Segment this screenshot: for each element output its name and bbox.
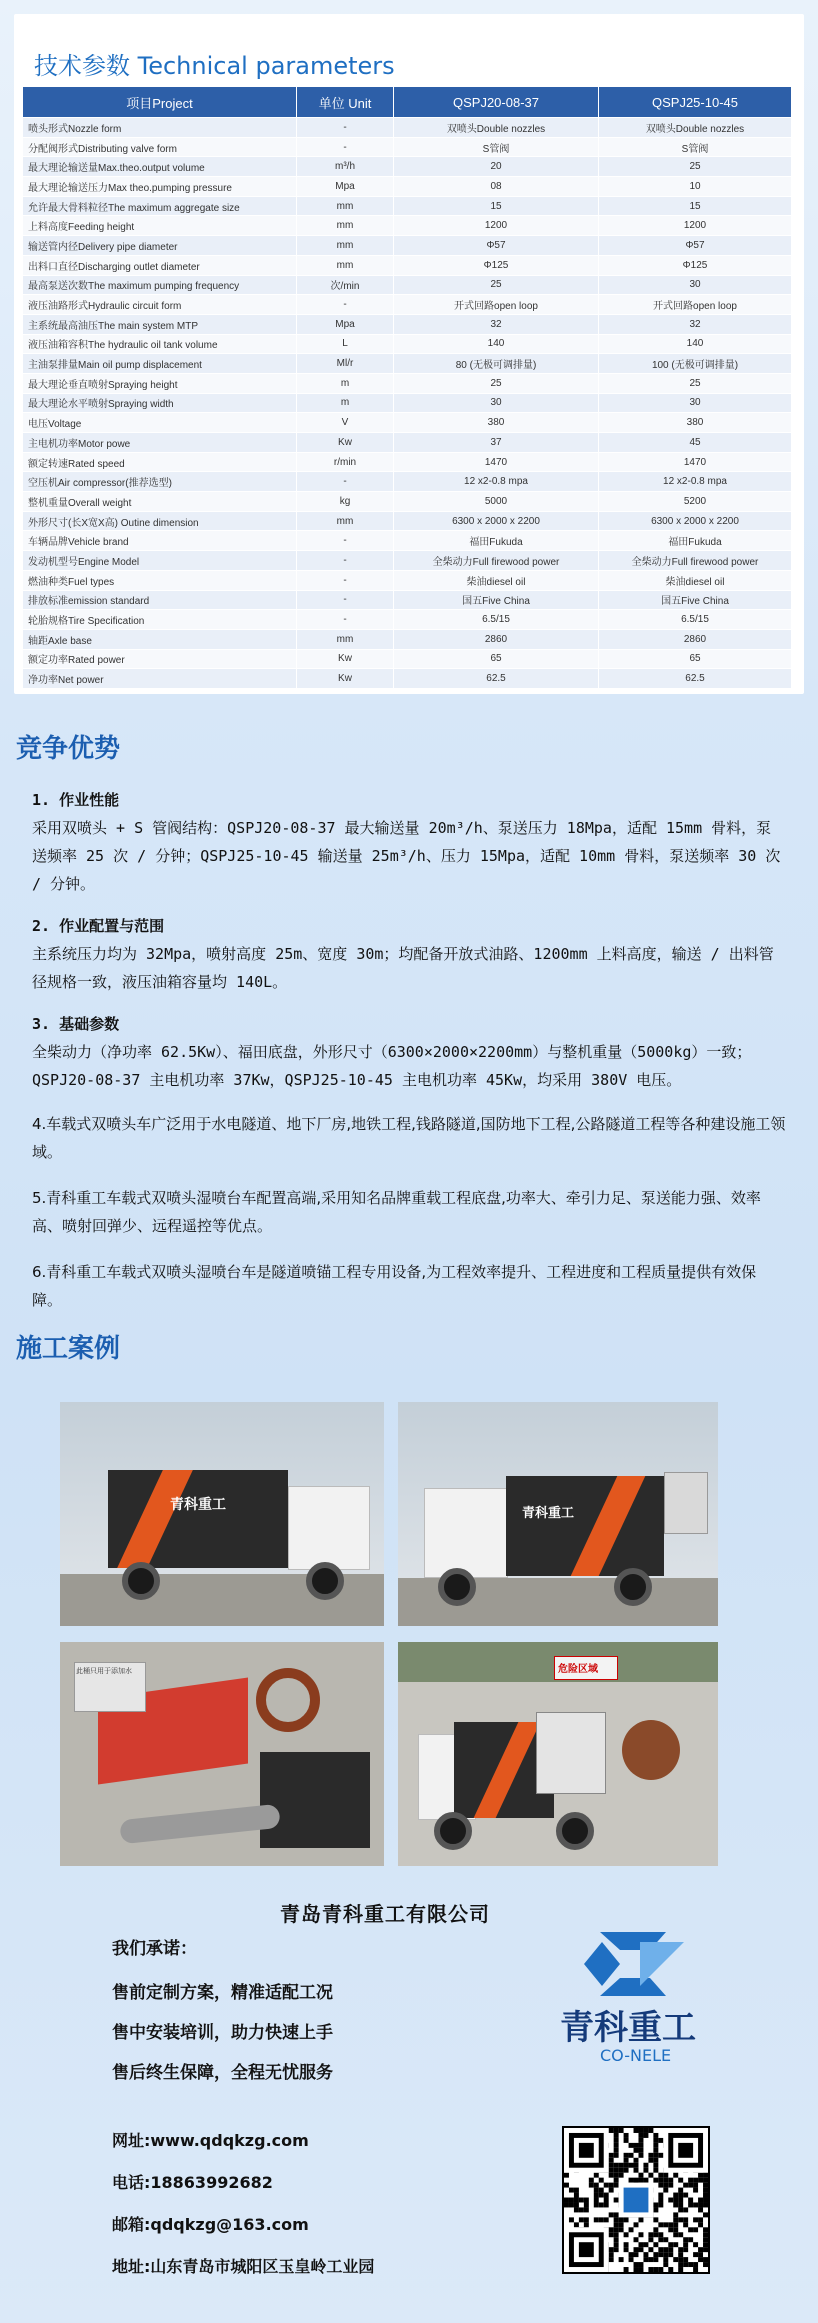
param-unit-cell: - xyxy=(297,590,394,610)
case-photo-2 xyxy=(398,1402,718,1626)
param-unit-cell: - xyxy=(297,118,394,138)
table-row xyxy=(23,295,792,315)
param-model1-cell: 12 x2-0.8 mpa xyxy=(394,472,599,492)
advantage-2-text: 主系统压力均为 32Mpa，喷射高度 25m、宽度 30m；均配备开放式油路、1200mm 上料高度，输送 / 出料管径规格一致，液压油箱容量均 140L。 xyxy=(32,945,774,991)
param-model1-cell: 08 xyxy=(394,177,599,197)
param-model1-cell: 62.5 xyxy=(394,669,599,689)
param-model2-cell: 32 xyxy=(599,314,792,334)
param-name-cell: 液压油箱容积The hydraulic oil tank volume xyxy=(23,334,297,354)
website[interactable]: 网址:www.qdqkzg.com xyxy=(112,2131,309,2150)
promise-1: 售前定制方案，精准适配工况 xyxy=(112,1983,333,2003)
param-model1-cell: 140 xyxy=(394,334,599,354)
param-model2-cell: 国五Five China xyxy=(599,590,792,610)
advantage-5-text: 5.青科重工车载式双喷头湿喷台车配置高端,采用知名品牌重载工程底盘,功率大、牵引力足、泵送能力强、效率高、喷射回弹少、远程遥控等优点。 xyxy=(32,1189,761,1235)
table-row xyxy=(23,196,792,216)
param-model2-cell: 15 xyxy=(599,196,792,216)
table-row xyxy=(23,610,792,630)
param-model2-cell: S管阀 xyxy=(599,137,792,157)
advantage-5 xyxy=(32,1184,786,1240)
table-row xyxy=(23,236,792,256)
param-model1-cell: 2860 xyxy=(394,629,599,649)
param-name-cell: 主电机功率Motor powe xyxy=(23,433,297,453)
case-photo-3 xyxy=(60,1642,384,1866)
param-model2-cell: 5200 xyxy=(599,492,792,512)
param-name-cell: 最高泵送次数The maximum pumping frequency xyxy=(23,275,297,295)
table-row xyxy=(23,472,792,492)
advantage-2 xyxy=(32,912,786,996)
param-name-cell: 排放标准emission standard xyxy=(23,590,297,610)
param-unit-cell: mm xyxy=(297,236,394,256)
param-unit-cell: mm xyxy=(297,511,394,531)
table-row xyxy=(23,314,792,334)
param-name-cell: 额定功率Rated power xyxy=(23,649,297,669)
param-unit-cell: Kw xyxy=(297,649,394,669)
param-name-cell: 最大理论垂直喷射Spraying height xyxy=(23,373,297,393)
param-model2-cell: 30 xyxy=(599,275,792,295)
param-model1-cell: 25 xyxy=(394,275,599,295)
case-photo-1 xyxy=(60,1402,384,1626)
advantage-1 xyxy=(32,786,786,898)
table-row xyxy=(23,551,792,571)
param-model2-cell: 25 xyxy=(599,373,792,393)
param-model1-cell: 国五Five China xyxy=(394,590,599,610)
table-row xyxy=(23,255,792,275)
param-model2-cell: 1470 xyxy=(599,452,792,472)
case-photo-4 xyxy=(398,1642,718,1866)
param-model2-cell: 100 (无极可调排量) xyxy=(599,354,792,374)
param-name-cell: 分配阀形式Distributing valve form xyxy=(23,137,297,157)
param-unit-cell: m xyxy=(297,373,394,393)
header-unit: 单位 Unit xyxy=(297,87,394,118)
table-row xyxy=(23,433,792,453)
table-row xyxy=(23,629,792,649)
param-model1-cell: S管阀 xyxy=(394,137,599,157)
param-model1-cell: 37 xyxy=(394,433,599,453)
param-unit-cell: 次/min xyxy=(297,275,394,295)
param-model1-cell: Φ57 xyxy=(394,236,599,256)
param-unit-cell: Mpa xyxy=(297,177,394,197)
advantage-4 xyxy=(32,1110,786,1166)
table-row xyxy=(23,570,792,590)
param-model2-cell: 双喷头Double nozzles xyxy=(599,118,792,138)
param-name-cell: 燃油种类Fuel types xyxy=(23,570,297,590)
promise-2: 售中安装培训，助力快速上手 xyxy=(112,2023,333,2043)
param-model2-cell: 65 xyxy=(599,649,792,669)
company-logo-icon xyxy=(580,1928,690,2000)
cases-title: 施工案例 xyxy=(16,1334,121,1364)
param-unit-cell: mm xyxy=(297,255,394,275)
param-unit-cell: L xyxy=(297,334,394,354)
tech-title: 技术参数 Technical parameters xyxy=(34,52,395,80)
promise-title: 我们承诺： xyxy=(112,1939,197,1959)
advantage-3-heading: 3. 基础参数 xyxy=(32,1015,120,1033)
table-row xyxy=(23,669,792,689)
param-name-cell: 整机重量Overall weight xyxy=(23,492,297,512)
param-unit-cell: - xyxy=(297,610,394,630)
table-row xyxy=(23,590,792,610)
param-name-cell: 输送管内径Delivery pipe diameter xyxy=(23,236,297,256)
param-name-cell: 主油泵排量Main oil pump displacement xyxy=(23,354,297,374)
param-name-cell: 上料高度Feeding height xyxy=(23,216,297,236)
param-name-cell: 允许最大骨料粒径The maximum aggregate size xyxy=(23,196,297,216)
logo-chinese: 青科重工 xyxy=(560,2008,696,2048)
param-name-cell: 出料口直径Discharging outlet diameter xyxy=(23,255,297,275)
table-row xyxy=(23,137,792,157)
param-model1-cell: 开式回路open loop xyxy=(394,295,599,315)
param-model1-cell: 6300 x 2000 x 2200 xyxy=(394,511,599,531)
param-unit-cell: Mpa xyxy=(297,314,394,334)
param-model1-cell: 5000 xyxy=(394,492,599,512)
param-name-cell: 最大理论水平喷射Spraying width xyxy=(23,393,297,413)
param-model1-cell: 1200 xyxy=(394,216,599,236)
param-model1-cell: 双喷头Double nozzles xyxy=(394,118,599,138)
truck-label-1: 青科重工 xyxy=(170,1497,226,1513)
table-row xyxy=(23,413,792,433)
logo-english: CO-NELE xyxy=(600,2046,672,2065)
param-unit-cell: Ml/r xyxy=(297,354,394,374)
param-name-cell: 液压油路形式Hydraulic circuit form xyxy=(23,295,297,315)
param-model1-cell: 1470 xyxy=(394,452,599,472)
qr-code xyxy=(562,2126,710,2274)
param-name-cell: 车辆品牌Vehicle brand xyxy=(23,531,297,551)
param-unit-cell: r/min xyxy=(297,452,394,472)
param-model2-cell: 10 xyxy=(599,177,792,197)
advantage-1-heading: 1. 作业性能 xyxy=(32,791,120,809)
param-model2-cell: 柴油diesel oil xyxy=(599,570,792,590)
parameters-table xyxy=(22,86,792,689)
param-model2-cell: 1200 xyxy=(599,216,792,236)
table-row xyxy=(23,649,792,669)
param-unit-cell: - xyxy=(297,531,394,551)
advantages-title: 竞争优势 xyxy=(16,734,121,764)
param-model2-cell: 62.5 xyxy=(599,669,792,689)
table-row xyxy=(23,373,792,393)
truck-label-2: 青科重工 xyxy=(522,1506,575,1521)
param-model1-cell: 380 xyxy=(394,413,599,433)
table-row xyxy=(23,177,792,197)
param-name-cell: 轴距Axle base xyxy=(23,629,297,649)
table-row xyxy=(23,452,792,472)
param-name-cell: 电压Voltage xyxy=(23,413,297,433)
param-name-cell: 最大理论输送压力Max theo.pumping pressure xyxy=(23,177,297,197)
table-row xyxy=(23,511,792,531)
param-unit-cell: mm xyxy=(297,629,394,649)
table-row xyxy=(23,354,792,374)
param-unit-cell: kg xyxy=(297,492,394,512)
param-model1-cell: 15 xyxy=(394,196,599,216)
param-model1-cell: 30 xyxy=(394,393,599,413)
param-name-cell: 喷头形式Nozzle form xyxy=(23,118,297,138)
param-unit-cell: Kw xyxy=(297,433,394,453)
table-row xyxy=(23,118,792,138)
param-unit-cell: V xyxy=(297,413,394,433)
param-name-cell: 外形尺寸(长X宽X高) Outine dimension xyxy=(23,511,297,531)
param-name-cell: 净功率Net power xyxy=(23,669,297,689)
param-unit-cell: - xyxy=(297,551,394,571)
param-name-cell: 主系统最高油压The main system MTP xyxy=(23,314,297,334)
advantage-3 xyxy=(32,1010,786,1094)
advantage-2-heading: 2. 作业配置与范围 xyxy=(32,917,165,935)
table-row xyxy=(23,275,792,295)
param-model2-cell: 380 xyxy=(599,413,792,433)
param-name-cell: 发动机型号Engine Model xyxy=(23,551,297,571)
param-model2-cell: 福田Fukuda xyxy=(599,531,792,551)
advantage-4-text: 4.车载式双喷头车广泛用于水电隧道、地下厂房,地铁工程,钱路隧道,国防地下工程,公路隧道工程等各种建设施工领域。 xyxy=(32,1115,786,1161)
param-unit-cell: - xyxy=(297,472,394,492)
table-row xyxy=(23,531,792,551)
param-model1-cell: 柴油diesel oil xyxy=(394,570,599,590)
param-model2-cell: 30 xyxy=(599,393,792,413)
param-model1-cell: 32 xyxy=(394,314,599,334)
param-model2-cell: 全柴动力Full firewood power xyxy=(599,551,792,571)
param-model2-cell: 25 xyxy=(599,157,792,177)
advantage-6-text: 6.青科重工车载式双喷头湿喷台车是隧道喷锚工程专用设备,为工程效率提升、工程进度和工程质量提供有效保障。 xyxy=(32,1263,757,1309)
param-model1-cell: 20 xyxy=(394,157,599,177)
param-model1-cell: 6.5/15 xyxy=(394,610,599,630)
param-name-cell: 额定转速Rated speed xyxy=(23,452,297,472)
param-model2-cell: 6.5/15 xyxy=(599,610,792,630)
param-unit-cell: mm xyxy=(297,216,394,236)
param-model1-cell: 65 xyxy=(394,649,599,669)
param-model1-cell: 福田Fukuda xyxy=(394,531,599,551)
param-model1-cell: 25 xyxy=(394,373,599,393)
header-model-2: QSPJ25-10-45 xyxy=(599,87,792,118)
table-row xyxy=(23,492,792,512)
param-model2-cell: 140 xyxy=(599,334,792,354)
param-model1-cell: 全柴动力Full firewood power xyxy=(394,551,599,571)
company-name: 青岛青科重工有限公司 xyxy=(280,1902,490,1926)
advantage-3-text: 全柴动力（净功率 62.5Kw）、福田底盘，外形尺寸（6300×2000×2200mm）与整机重量（5000kg）一致；QSPJ20-08-37 主电机功率 37Kw，QSPJ25-10-45 主电机功率 45Kw，均采用 380V 电压。 xyxy=(32,1043,752,1089)
param-unit-cell: - xyxy=(297,295,394,315)
param-unit-cell: - xyxy=(297,570,394,590)
table-row xyxy=(23,157,792,177)
param-model2-cell: 开式回路open loop xyxy=(599,295,792,315)
param-model2-cell: 45 xyxy=(599,433,792,453)
param-model2-cell: 12 x2-0.8 mpa xyxy=(599,472,792,492)
param-model2-cell: Φ125 xyxy=(599,255,792,275)
param-name-cell: 轮胎规格Tire Specification xyxy=(23,610,297,630)
param-model1-cell: 80 (无极可调排量) xyxy=(394,354,599,374)
address: 地址:山东青岛市城阳区玉皇岭工业园 xyxy=(112,2257,375,2276)
header-model-1: QSPJ20-08-37 xyxy=(394,87,599,118)
param-model2-cell: 6300 x 2000 x 2200 xyxy=(599,511,792,531)
param-unit-cell: mm xyxy=(297,196,394,216)
param-model1-cell: Φ125 xyxy=(394,255,599,275)
param-unit-cell: - xyxy=(297,137,394,157)
table-row xyxy=(23,334,792,354)
table-row xyxy=(23,393,792,413)
email[interactable]: 邮箱:qdqkzg@163.com xyxy=(112,2215,309,2234)
param-name-cell: 最大理论输送量Max.theo.output volume xyxy=(23,157,297,177)
param-name-cell: 空压机Air compressor(推荐选型) xyxy=(23,472,297,492)
table-header-row xyxy=(23,87,792,118)
advantage-6 xyxy=(32,1258,786,1314)
param-unit-cell: m³/h xyxy=(297,157,394,177)
phone[interactable]: 电话:18863992682 xyxy=(112,2173,273,2192)
header-project: 项目Project xyxy=(23,87,297,118)
table-row xyxy=(23,216,792,236)
advantage-1-text: 采用双喷头 + S 管阀结构：QSPJ20-08-37 最大输送量 20m³/h、泵送压力 18Mpa，适配 15mm 骨料，泵送频率 25 次 / 分钟；QSPJ25-10-45 输送量 25m³/h、压力 15Mpa，适配 10mm 骨料，泵送频率 30 次 / 分钟。 xyxy=(32,819,781,893)
param-model2-cell: 2860 xyxy=(599,629,792,649)
param-model2-cell: Φ57 xyxy=(599,236,792,256)
promise-3: 售后终生保障，全程无忧服务 xyxy=(112,2063,333,2083)
tank-sign: 此桶只用于添加水 xyxy=(76,1667,132,1675)
param-unit-cell: m xyxy=(297,393,394,413)
param-unit-cell: Kw xyxy=(297,669,394,689)
warning-sign: 危险区域 xyxy=(558,1664,598,1675)
